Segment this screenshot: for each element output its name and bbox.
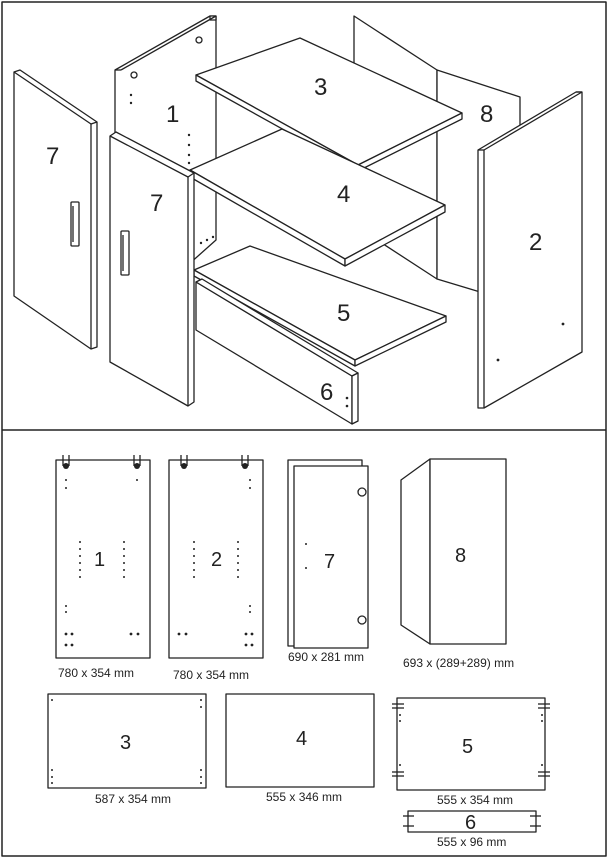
part-size-6: 555 x 96 mm [437,835,507,849]
label-shelf-bottom: 5 [337,300,351,327]
part-3 [48,694,206,806]
part-2 [169,455,263,682]
part-number-8: 8 [455,545,467,567]
part-number-4: 4 [296,728,308,750]
part-7 [288,460,368,664]
door-handle-icon [121,231,129,275]
label-shelf-middle: 4 [337,181,351,208]
label-side-left: 1 [166,101,180,128]
part-size-5: 555 x 354 mm [437,793,514,807]
parts-list [48,455,550,849]
part-size-4: 555 x 346 mm [266,790,343,804]
label-back-panel: 8 [480,101,494,128]
part-1 [56,455,150,680]
label-door-left: 7 [46,143,60,170]
part-4 [226,694,374,804]
part-number-7: 7 [324,551,336,573]
part-number-3: 3 [120,732,132,754]
part-6 [403,811,541,849]
part-size-8: 693 x (289+289) mm [403,656,515,670]
label-door-right: 7 [150,190,164,217]
part-number-5: 5 [462,736,474,758]
part-size-2: 780 x 354 mm [173,668,250,682]
part-size-1: 780 x 354 mm [58,666,135,680]
part-size-3: 587 x 354 mm [95,792,172,806]
door-handle-icon [71,202,79,246]
part-number-2: 2 [211,549,223,571]
part-number-1: 1 [94,549,106,571]
label-side-right: 2 [529,229,543,256]
part-5 [392,698,550,807]
label-shelf-top: 3 [314,74,328,101]
exploded-view [14,16,582,424]
door-7-right [110,132,194,406]
part-8 [401,459,514,670]
part-number-6: 6 [465,812,477,834]
door-7-left [14,70,97,349]
label-plinth: 6 [320,379,334,406]
part-size-7: 690 x 281 mm [288,650,365,664]
